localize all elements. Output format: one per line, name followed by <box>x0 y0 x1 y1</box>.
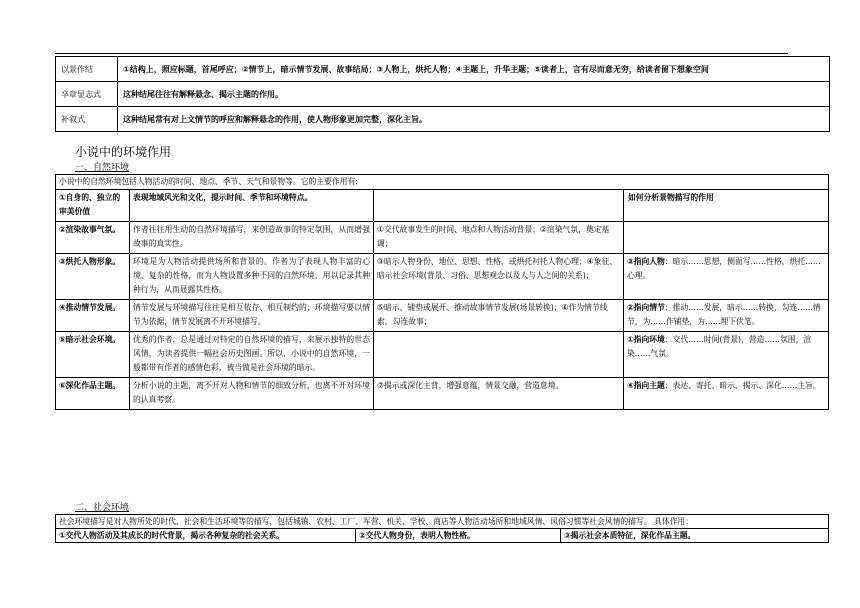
social-item: ①交代人物活动及其成长的时代背景，揭示各种复杂的社会关系。 <box>56 529 356 543</box>
row-tip <box>624 253 829 299</box>
row-label: ②渲染故事气氛。 <box>56 221 130 253</box>
ending-label: 补叙式 <box>56 107 118 132</box>
table-row <box>56 299 829 331</box>
table-row <box>56 221 829 253</box>
table-header-row <box>56 190 829 222</box>
ending-text: 这种结尾常有对上文情节的呼应和解释悬念的作用，使人物形象更加完整，深化主旨。 <box>118 107 830 132</box>
row-tip-text: ：表达、寄托、暗示、揭示、深化……主旨。 <box>664 380 821 390</box>
table-row <box>56 515 829 529</box>
row-tip <box>624 299 829 331</box>
row-description: 环境是为人物活动提供场所和背景的。作者为了表现人物丰富的心境、复杂的性格，而为人物设置多种不同的自然环境，用以记录其种种行为，从而显露其性格。 <box>130 253 374 299</box>
header-cell: ①自身的、独立的审美价值 <box>56 190 130 222</box>
header-cell <box>374 190 624 222</box>
ending-text: ①结构上，照应标题，首尾呼应；②情节上，暗示情节发展、故事结局；③人物上，烘托人物；④主题上，升华主题；⑤读者上，言有尽而意无穷，给读者留下想象空间 <box>118 57 830 82</box>
social-item: ②交代人物身份，表明人物性格。 <box>356 529 561 543</box>
row-tip-key: ③指向人物 <box>627 256 665 266</box>
header-cell: 如何分析景物描写的作用 <box>624 190 829 222</box>
row-tip-key: ②指向情节 <box>627 302 665 312</box>
table-row <box>56 175 829 190</box>
social-environment-table <box>55 514 829 543</box>
ending-label: 以景作结 <box>56 57 118 82</box>
ending-label: 卒章显志式 <box>56 82 118 107</box>
social-heading: 二、社会环境 <box>75 503 130 513</box>
row-effects <box>374 331 624 377</box>
row-label: ③烘托人物形象。 <box>56 253 130 299</box>
table-row <box>56 253 829 299</box>
row-label: ⑥深化作品主题。 <box>56 377 130 409</box>
row-effects: ③暗示人物身份、地位、思想、性格，或烘托衬托人物心理；④象征、暗示社会环境(背景、习俗、思想观念以及人与人之间的关系)； <box>374 253 624 299</box>
row-effects: ①交代故事发生的时间、地点和人物活动背景；②渲染气氛，奠定基调； <box>374 221 624 253</box>
header-cell: 表现地域风光和文化，提示时间、季节和环境特点。 <box>130 190 374 222</box>
endings-table <box>55 56 830 132</box>
table-row <box>56 377 829 409</box>
row-tip-text: ：推动……发展，暗示……转换，勾连……情节，为……作铺垫，为……埋下伏笔。 <box>627 302 821 327</box>
natural-environment-table <box>55 174 829 410</box>
social-item: ③揭示社会本质特征，深化作品主题。 <box>561 529 829 543</box>
row-description: 优秀的作者，总是通过对特定的自然环境的描写，来展示独特的世态风情，为读者提供一幅社会历史图画。所以，小说中的自然环境，一般都带有作者的感情色彩，被当做是社会环境的暗示。 <box>130 331 374 377</box>
top-rule <box>55 53 788 54</box>
row-effects: ⑤暗示、铺垫或展开、推动故事情节发展(场景转换)；⑥作为情节线索，勾连故事； <box>374 299 624 331</box>
ending-text: 这种结尾往往有解释悬念、揭示主题的作用。 <box>118 82 830 107</box>
table-row <box>56 331 829 377</box>
row-description: 作者往往用生动的自然环境描写，来创造故事的特定氛围，从而增强故事的真实性。 <box>130 221 374 253</box>
section-title: 小说中的环境作用 <box>75 145 172 159</box>
row-description: 情节发展与环境描写往往是相互依存、相互制约的；环境描写要以情节为依据，情节发展离不开环境描写。 <box>130 299 374 331</box>
row-tip-key: ④指向主题 <box>627 380 665 390</box>
row-tip-text: ：交代……时间(背景)，营造……氛围，渲染……气氛。 <box>627 334 812 359</box>
row-tip-key: ①指向环境 <box>627 334 665 344</box>
table-row <box>56 529 829 543</box>
row-label: ⑤暗示社会环境。 <box>56 331 130 377</box>
natural-heading: 一、自然环境 <box>75 163 130 173</box>
row-tip <box>624 221 829 253</box>
table-row <box>56 82 830 107</box>
row-tip <box>624 377 829 409</box>
table-row <box>56 107 830 132</box>
row-description: 分析小说的主题，离不开对人物和情节的细致分析，也离不开对环境的认真考察。 <box>130 377 374 409</box>
row-label: ④推动情节发展。 <box>56 299 130 331</box>
natural-intro: 小说中的自然环境包括人物活动的时间、地点、季节、天气和景物等。它的主要作用有: <box>56 175 829 190</box>
table-row <box>56 57 830 82</box>
row-tip-text: ：暗示……思想，侧面写……性格，烘托……心理。 <box>627 256 821 281</box>
row-tip <box>624 331 829 377</box>
row-effects: ⑦揭示或深化主背，增强意蕴，情景交融，营造意境。 <box>374 377 624 409</box>
social-intro: 社会环境描写是对人物所处的时代、社会和生活环境等的描写，包括城镇、农村、工厂、军营、机关、学校、商店等人物活动场所和地域风情、风俗习惯等社会风情的描写。 具体作用： <box>56 515 829 529</box>
